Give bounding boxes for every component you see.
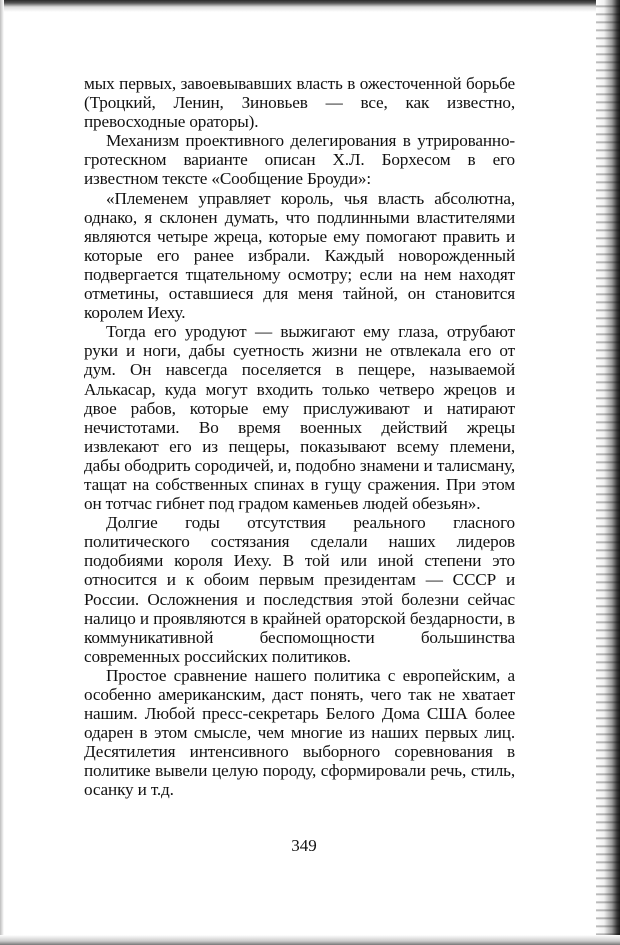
scan-edge-bottom — [0, 935, 620, 945]
page-body-text — [84, 74, 515, 800]
paragraph-leaders: Долгие годы отсутствия реального гласного политического состязания сделали наших лидеров подобиями короля Иеху. В той или иной степени это относится и к обоим первым президентам — СССР и России. Осложнения и последствия этой болезни сейчас налицо и проявляются в крайней ораторской бездарности, в коммуникативной беспомощности большинства современных российских политиков. — [84, 513, 515, 666]
paragraph-quote-king: «Племенем управляет король, чья власть абсолютна, однако, я склонен думать, что подлинными властителями являются четыре жреца, которые ему помогают править и которые его ранее избрали. Каждый новорожденный подвергается тщательному осмотру; если на нем находят отметины, оставшиеся для меня тайной, он становится королем Иеху. — [84, 188, 515, 323]
paragraph-continuation: мых первых, завоевывавших власть в ожесточенной борьбе (Троцкий, Ленин, Зиновьев — все, как известно, превосходные ораторы). — [84, 74, 515, 132]
paragraph-mechanism: Механизм проективного делегирования в утрированно-гротескном варианте описан Х.Л. Борхесом в его известном тексте «Сообщение Броуди»: — [84, 131, 515, 189]
scan-edge-left — [0, 0, 4, 945]
page-number: 349 — [291, 836, 317, 855]
paragraph-comparison: Простое сравнение нашего политика с европейским, а особенно американским, даст понять, чего так не хватает нашим. Любой пресс-секретарь Белого Дома США более одарен в этом смысле, чем многие из наших первых лиц. Десятилетия интенсивного выборного соревнования в политике вывели целую породу, сформировали речь, стиль, осанку и т.д. — [84, 665, 515, 800]
scan-edge-top — [0, 0, 620, 12]
paragraph-quote-maiming: Тогда его уродуют — выжигают ему глаза, отрубают руки и ноги, дабы суетность жизни не отвлекала его от дум. Он навсегда поселяется в пещере, называемой Алькасар, куда могут входить только четверо жрецов и двое рабов, которые ему прислуживают и натирают нечистотами. Во время военных действий жрецы извлекают его из пещеры, показывают всему племени, дабы ободрить сородичей, и, подобно знамени и талисману, тащат на собственных спинах в гущу сражения. При этом он тотчас гибнет под градом каменьев людей обезьян». — [84, 322, 515, 514]
scan-edge-right — [596, 0, 620, 945]
